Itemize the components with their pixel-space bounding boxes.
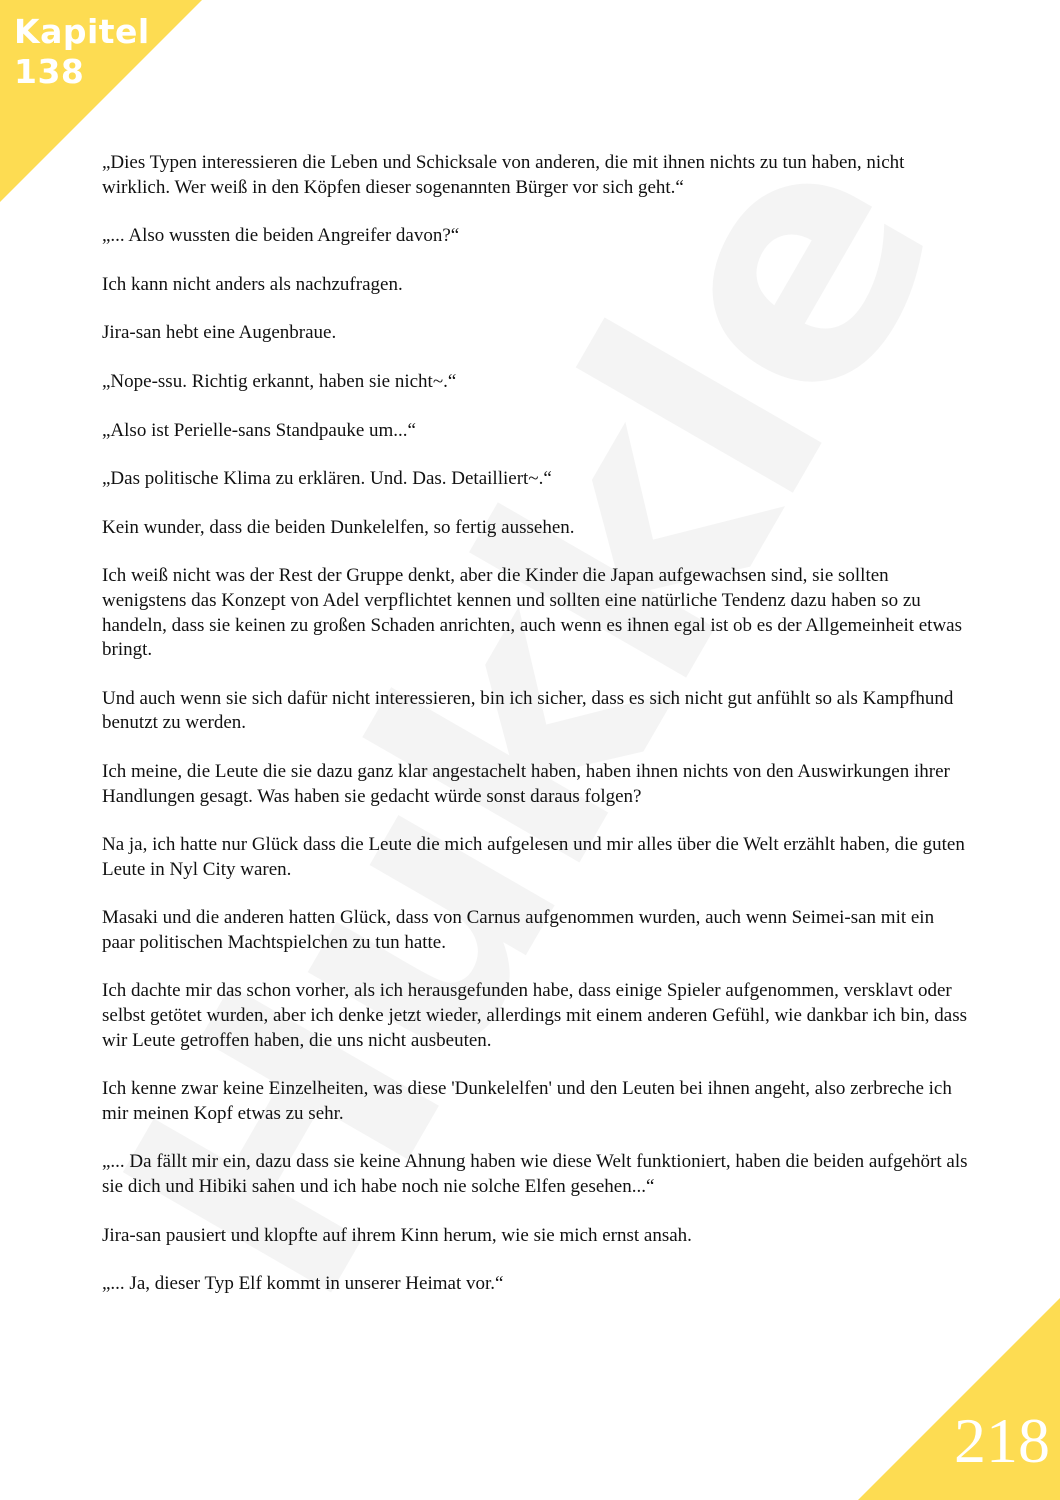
paragraph-11: Ich meine, die Leute die sie dazu ganz klar angestachelt haben, haben ihnen nichts von den Auswirkungen ihrer Handlungen gesagt. Was haben sie gedacht würde sonst daraus folgen? xyxy=(102,760,950,807)
paragraph-2: „... Also wussten die beiden Angreifer davon?“ xyxy=(102,225,460,247)
paragraph-4: Jira-san hebt eine Augenbraue. xyxy=(102,322,337,344)
chapter-number: 138 xyxy=(14,52,85,91)
paragraph-18: „... Ja, dieser Typ Elf kommt in unserer Heimat vor.“ xyxy=(102,1273,504,1295)
paragraph-10: Und auch wenn sie sich dafür nicht interessieren, bin ich sicher, dass es sich nicht gut anfühlt so als Kampfhund benutzt zu werden. xyxy=(102,687,954,734)
paragraph-13: Masaki und die anderen hatten Glück, dass von Carnus aufgenommen wurden, auch wenn Seimei-san mit ein paar politischen Machtspielchen zu tun hatte. xyxy=(102,907,935,953)
paragraph-7: „Das politische Klima zu erklären. Und. Das. Detailliert~.“ xyxy=(102,468,552,490)
paragraph-9: Ich weiß nicht was der Rest der Gruppe denkt, aber die Kinder die Japan aufgewachsen sind, sie sollten wenigstens das Konzept von Adel verpflichtet kennen und sollten eine natürliche Tendenz dazu haben so zu handeln, dass sie keinen zu großen Schaden anrichten, auch wenn es ihnen egal ist ob es der Allgemeinheit etwas bringt. xyxy=(102,565,963,661)
paragraph-15: Ich kenne zwar keine Einzelheiten, was diese 'Dunkelelfen' und den Leuten bei ihnen angeht, also zerbreche ich mir meinen Kopf etwas zu sehr. xyxy=(102,1078,952,1124)
paragraph-12: Na ja, ich hatte nur Glück dass die Leute die mich aufgelesen und mir alles über die Welt erzählt haben, die guten Leute in Nyl City waren. xyxy=(102,834,965,880)
paragraph-6: „Also ist Perielle-sans Standpauke um...“ xyxy=(102,419,416,441)
paragraph-1: „Dies Typen interessieren die Leben und Schicksale von anderen, die mit ihnen nichts zu tun haben, nicht wirklich. Wer weiß in den Köpfen dieser sogenannten Bürger vor sich geht.“ xyxy=(102,152,905,198)
chapter-label xyxy=(14,12,150,92)
page-body xyxy=(102,151,968,1321)
page-number: 218 xyxy=(954,1405,1050,1476)
paragraph-17: Jira-san pausiert und klopfte auf ihrem Kinn herum, wie sie mich ernst ansah. xyxy=(102,1224,692,1246)
paragraph-8: Kein wunder, dass die beiden Dunkelelfen, so fertig aussehen. xyxy=(102,516,575,538)
paragraph-14: Ich dachte mir das schon vorher, als ich herausgefunden habe, dass einige Spieler aufgenommen, versklavt oder selbst getötet wurden, aber ich denke jetzt wieder, allerdings mit einem anderen Gefühl, wie dankbar ich bin, dass wir Leute getroffen haben, die uns nicht ausbeuten. xyxy=(102,980,968,1051)
paragraph-16: „... Da fällt mir ein, dazu dass sie keine Ahnung haben wie diese Welt funktioniert, haben die beiden aufgehört als sie dich und Hibiki sahen und ich habe noch nie solche Elfen gesehen...“ xyxy=(102,1151,968,1198)
paragraph-5: „Nope-ssu. Richtig erkannt, haben sie nicht~.“ xyxy=(102,370,457,392)
chapter-word: Kapitel xyxy=(14,12,150,51)
paragraph-3: Ich kann nicht anders als nachzufragen. xyxy=(102,273,403,295)
